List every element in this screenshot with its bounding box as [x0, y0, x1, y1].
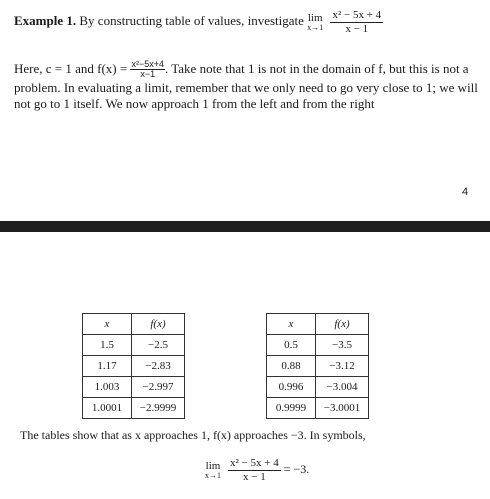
cell-x: 1.003 [83, 377, 132, 398]
cell-fx: −3.12 [316, 356, 369, 377]
final-limit-expression [205, 457, 309, 483]
cell-x: 1.17 [83, 356, 132, 377]
final-fraction [228, 457, 281, 483]
table-header-row [83, 314, 185, 335]
table-left [82, 313, 185, 419]
cell-x: 1.0001 [83, 398, 132, 419]
cell-fx: −3.004 [316, 377, 369, 398]
cell-x: 0.5 [267, 335, 316, 356]
final-result: = −3. [283, 461, 310, 476]
limit-subscript: x→1 [307, 22, 324, 32]
example-heading [14, 9, 383, 35]
table-row [267, 377, 369, 398]
inline-fraction-denominator: x−1 [140, 69, 156, 80]
cell-fx: −2.5 [132, 335, 185, 356]
fraction-denominator: x − 1 [345, 22, 369, 35]
cell-fx: −2.83 [132, 356, 185, 377]
limit-operator [307, 13, 323, 32]
final-limit-operator [205, 461, 221, 480]
fraction-numerator: x² − 5x + 4 [332, 9, 382, 21]
cell-fx: −2.997 [132, 377, 185, 398]
cell-x: 1.5 [83, 335, 132, 356]
table-row [267, 356, 369, 377]
table-row [83, 356, 185, 377]
table-right [266, 313, 369, 419]
final-fraction-denominator: x − 1 [243, 470, 266, 483]
header-x: x [83, 314, 132, 335]
table-row [83, 377, 185, 398]
limit-word: lim [307, 11, 323, 24]
header-x: x [267, 314, 316, 335]
final-fraction-numerator: x² − 5x + 4 [230, 457, 279, 469]
cell-x: 0.996 [267, 377, 316, 398]
table-row [83, 398, 185, 419]
explanation-paragraph [14, 60, 480, 112]
conclusion-text: The tables show that as x approaches 1, f(x) approaches −3. In symbols, [20, 428, 366, 442]
header-fx: f(x) [132, 314, 185, 335]
example-label: Example 1. [14, 13, 77, 29]
inline-fraction [130, 60, 165, 80]
table-row [267, 398, 369, 419]
cell-fx: −3.0001 [316, 398, 369, 419]
page-divider [0, 221, 490, 232]
cell-x: 0.9999 [267, 398, 316, 419]
example-text: By constructing table of values, investigate [79, 13, 304, 29]
table-row [267, 335, 369, 356]
cell-fx: −3.5 [316, 335, 369, 356]
paragraph-part1: Here, c = 1 and f(x) = [14, 60, 131, 76]
inline-fraction-numerator: x²−5x+4 [131, 59, 164, 69]
paragraph-part2: . Take note that 1 is not in the domain of f, but this is not a problem. In evaluating a limit, remember that we only need to go very close to 1; we will not go to 1 itself. We now approach 1 from the left and from the right [14, 60, 478, 111]
table-header-row [267, 314, 369, 335]
final-limit-word: lim [205, 459, 221, 472]
limit-fraction [330, 9, 383, 35]
header-fx: f(x) [316, 314, 369, 335]
final-limit-subscript: x→1 [205, 470, 221, 480]
cell-fx: −2.9999 [132, 398, 185, 419]
page-number: 4 [462, 186, 469, 198]
table-row [83, 335, 185, 356]
cell-x: 0.88 [267, 356, 316, 377]
